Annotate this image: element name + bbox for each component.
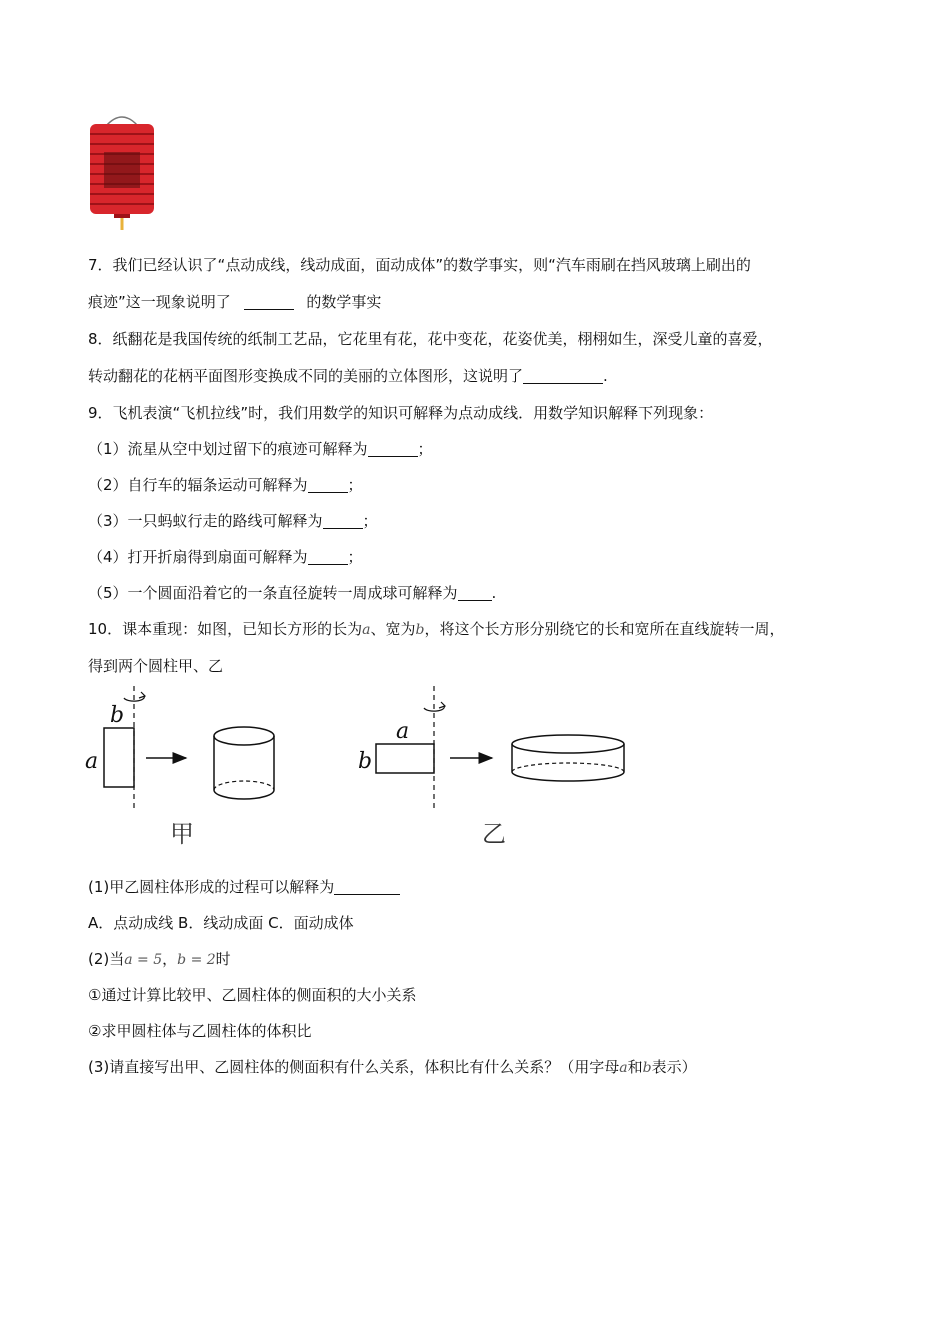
q9-item-text: （3）一只蚂蚁行走的路线可解释为: [88, 512, 323, 530]
q10-part2-end: 时: [215, 950, 231, 968]
q10-part3-var-b: b: [642, 1060, 652, 1076]
rotation-figure: [80, 682, 640, 852]
caption-jia: 甲: [170, 820, 194, 848]
q10-var-a: a: [362, 622, 371, 638]
q9-item-3: [88, 510, 378, 532]
q7-line2-text: 痕迹”这一现象说明了: [88, 293, 231, 311]
q10-part2: [88, 948, 231, 971]
left-label-b: b: [110, 703, 125, 728]
q9-answer-blank[interactable]: [323, 512, 363, 529]
q9-item-5: [88, 582, 496, 604]
q9-item-4: [88, 546, 363, 568]
q10-part3-var-a: a: [619, 1060, 628, 1076]
q10-part1: [88, 876, 400, 898]
right-rectangle: [376, 744, 434, 773]
q10-part1-text: (1)甲乙圆柱体形成的过程可以解释为: [88, 878, 335, 896]
caption-yi: 乙: [482, 820, 506, 848]
left-label-a: a: [85, 749, 99, 774]
q9-item-end: ；: [362, 512, 378, 530]
q9-item-end: ；: [347, 548, 363, 566]
q10-part3-end: 表示）: [651, 1058, 697, 1076]
q10-part2-sep: ，: [162, 950, 178, 968]
q10-line2: 得到两个圆柱甲、乙: [88, 657, 224, 675]
q10-part1-blank[interactable]: [334, 878, 400, 895]
q10-cond-a: a = 5: [124, 952, 163, 968]
q7-answer-blank[interactable]: [244, 293, 294, 310]
q10-line1-text: 10．课本重现：如图，已知长方形的长为: [88, 620, 363, 638]
q10-part3-text: (3)请直接写出甲、乙圆柱体的侧面积有什么关系，体积比有什么关系？（用字母: [88, 1058, 620, 1076]
q10-part3: [88, 1056, 697, 1079]
q10-part2-text: (2)当: [88, 950, 125, 968]
wide-cylinder: [512, 735, 624, 781]
q9-item-text: （2）自行车的辐条运动可解释为: [88, 476, 308, 494]
q7-line2: [88, 291, 381, 313]
q9-answer-blank[interactable]: [308, 548, 348, 565]
q9-answer-blank[interactable]: [308, 476, 348, 493]
q9-item-end: ；: [417, 440, 433, 458]
q9-item-text: （4）打开折扇得到扇面可解释为: [88, 548, 308, 566]
q9-item-end: ；: [347, 476, 363, 494]
q7-line1: 7．我们已经认识了“点动成线，线动成面，面动成体”的数学事实，则“汽车雨刷在挡风玻璃上刷出的: [88, 256, 751, 274]
q9-item-end: .: [491, 584, 497, 602]
q9-answer-blank[interactable]: [368, 440, 418, 457]
q9-answer-blank[interactable]: [458, 584, 492, 601]
q10-part3-mid: 和: [627, 1058, 643, 1076]
q10-sub1: ①通过计算比较甲、乙圆柱体的侧面积的大小关系: [88, 986, 417, 1004]
q9-item-1: [88, 438, 433, 460]
q7-line2-end: 的数学事实: [306, 293, 382, 311]
q8-answer-blank[interactable]: [523, 367, 603, 384]
q8-line2-text: 转动翻花的花柄平面图形变换成不同的美丽的立体图形，这说明了: [88, 367, 524, 385]
q10-line1-text-3: ，将这个长方形分别绕它的长和宽所在直线旋转一周，: [424, 620, 785, 638]
q10-line1-text-2: 、宽为: [370, 620, 416, 638]
q8-line2-end: .: [603, 367, 608, 385]
q10-line1: [88, 618, 784, 641]
q10-cond-b: b = 2: [177, 952, 216, 968]
q8-line2: [88, 365, 608, 387]
q10-sub2: ②求甲圆柱体与乙圆柱体的体积比: [88, 1022, 312, 1040]
q9-item-2: [88, 474, 363, 496]
q10-choices: A．点动成线 B．线动成面 C．面动成体: [88, 914, 354, 932]
right-rotation-diagram: [358, 686, 624, 848]
tall-cylinder: [214, 727, 274, 799]
q9-item-text: （5）一个圆面沿着它的一条直径旋转一周成球可解释为: [88, 584, 458, 602]
left-rectangle: [104, 728, 134, 787]
right-label-a: a: [396, 719, 410, 744]
q9-intro: 9．飞机表演“飞机拉线”时，我们用数学的知识可解释为点动成线．用数学知识解释下列现象：: [88, 404, 714, 422]
lantern-picture: [84, 112, 160, 232]
q8-line1: 8．纸翻花是我国传统的纸制工艺品，它花里有花，花中变花，花姿优美，栩栩如生，深受儿童的喜爱，: [88, 330, 773, 348]
q9-item-text: （1）流星从空中划过留下的痕迹可解释为: [88, 440, 368, 458]
q10-var-b: b: [415, 622, 425, 638]
left-rotation-diagram: [85, 686, 274, 848]
right-label-b: b: [358, 749, 373, 774]
